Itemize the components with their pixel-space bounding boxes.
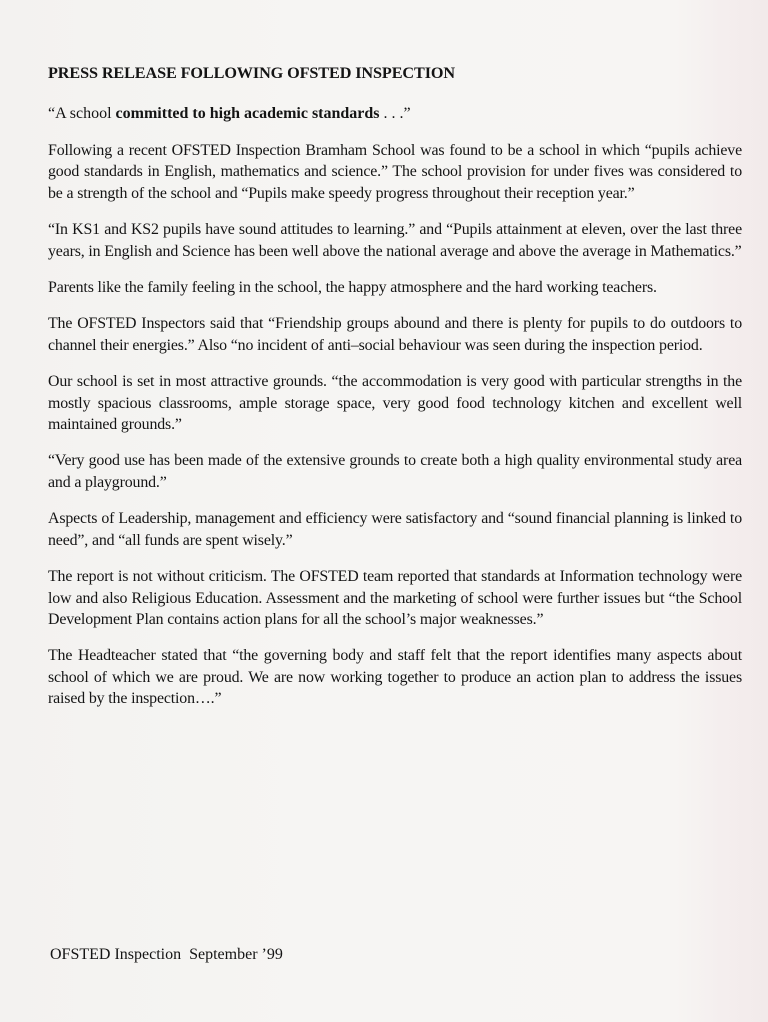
document-title: PRESS RELEASE FOLLOWING OFSTED INSPECTION [48, 64, 455, 82]
paragraph-inspectors: The OFSTED Inspectors said that “Friendship groups abound and there is plenty for pupils to do outdoors to channel their energies.” Also “no incident of anti–social behaviour was seen during the inspection period. [48, 315, 742, 354]
paragraph-leadership: Aspects of Leadership, management and efficiency were satisfactory and “sound financial planning is linked to need”, and “all funds are spent wisely.” [48, 510, 742, 549]
tagline-bold: committed to high academic standards [115, 105, 380, 122]
paragraph-extensive-grounds: “Very good use has been made of the extensive grounds to create both a high quality environmental study area and a playground.” [48, 452, 742, 491]
paragraph-inspection-findings: Following a recent OFSTED Inspection Bramham School was found to be a school in which “pupils achieve good standards in English, mathematics and science.” The school provision for under fives was considered to be a strength of the school and “Pupils make speedy progress throughout their reception year.” [48, 142, 742, 202]
press-release-document [48, 60, 742, 710]
tagline-prefix: “A school [48, 105, 116, 122]
paragraph-parents: Parents like the family feeling in the school, the happy atmosphere and the hard working teachers. [48, 279, 657, 297]
paragraph-criticism: The report is not without criticism. The OFSTED team reported that standards at Information technology were low and also Religious Education. Assessment and the marketing of school were further issues but “the School Development Plan contains action plans for all the school’s major weaknesses.” [48, 568, 742, 628]
paragraph-headteacher: The Headteacher stated that “the governing body and staff felt that the report identifies many aspects about school of which we are proud. We are now working together to produce an action plan to address the issues raised by the inspection….” [48, 647, 742, 708]
paragraph-ks1-ks2: “In KS1 and KS2 pupils have sound attitudes to learning.” and “Pupils attainment at eleven, over the last three years, in English and Science has been well above the national average and above the average in Mathematics.” [48, 221, 742, 260]
document-footer: OFSTED Inspection September ’99 [50, 946, 283, 963]
tagline-suffix: . . .” [379, 105, 411, 122]
tagline [48, 103, 742, 125]
paragraph-grounds: Our school is set in most attractive grounds. “the accommodation is very good with particular strengths in the mostly spacious classrooms, ample storage space, very good food technology kitchen and excellent well maintained grounds.” [48, 373, 742, 434]
